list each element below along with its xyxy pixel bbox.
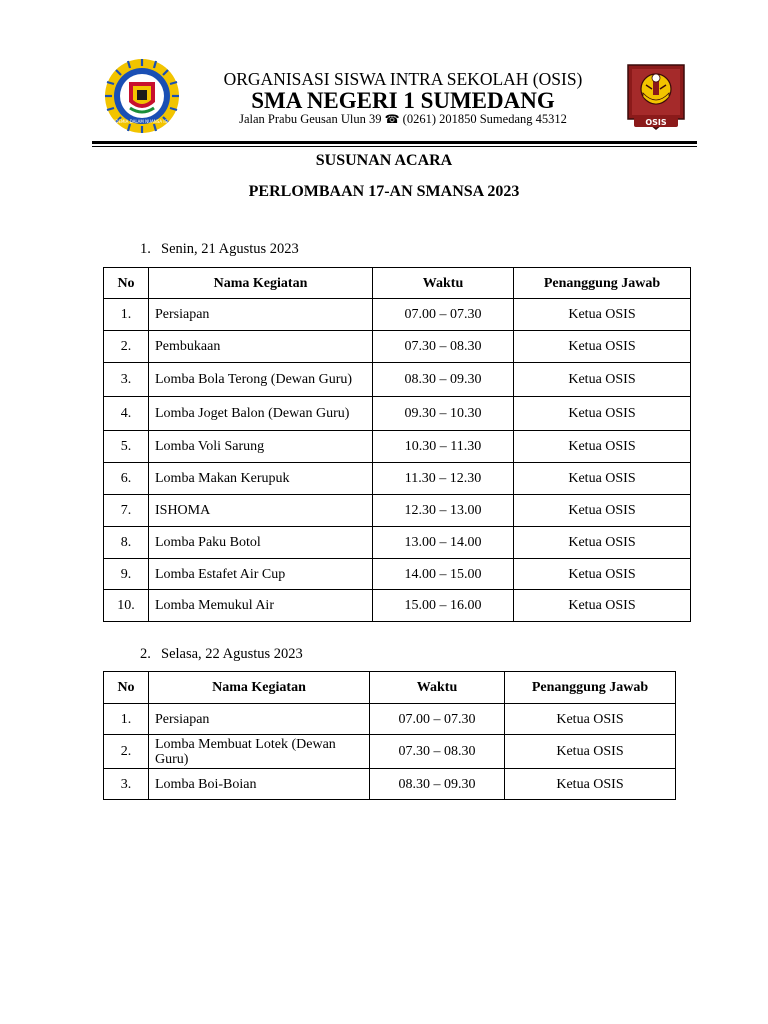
- row-no: 2.: [104, 331, 149, 363]
- table-row: [104, 331, 691, 363]
- row-name: Lomba Joget Balon (Dewan Guru): [149, 397, 373, 431]
- row-time: 07.30 – 08.30: [370, 735, 505, 769]
- day-1-label: Senin, 21 Agustus 2023: [161, 241, 299, 257]
- row-no: 5.: [104, 431, 149, 463]
- row-pic: Ketua OSIS: [514, 590, 691, 622]
- col-pic-header: Penanggung Jawab: [514, 268, 691, 299]
- row-name: Lomba Membuat Lotek (Dewan Guru): [149, 735, 370, 769]
- row-name: Lomba Bola Terong (Dewan Guru): [149, 363, 373, 397]
- osis-emblem-icon: [626, 63, 686, 131]
- row-time: 09.30 – 10.30: [373, 397, 514, 431]
- row-name: Lomba Paku Botol: [149, 527, 373, 559]
- day-1-number: 1.: [140, 241, 151, 257]
- row-time: 15.00 – 16.00: [373, 590, 514, 622]
- schedule-table-day-1: [103, 267, 691, 622]
- col-pic-header: Penanggung Jawab: [505, 672, 676, 704]
- document-title: SUSUNAN ACARA: [315, 152, 453, 169]
- row-name: ISHOMA: [149, 495, 373, 527]
- row-pic: Ketua OSIS: [514, 363, 691, 397]
- row-no: 8.: [104, 527, 149, 559]
- table-row: [104, 590, 691, 622]
- school-emblem-icon: [104, 58, 180, 134]
- header-rule-thick: [92, 141, 697, 144]
- col-name-header: Nama Kegiatan: [149, 268, 373, 299]
- row-no: 10.: [104, 590, 149, 622]
- row-name: Lomba Boi-Boian: [149, 769, 370, 800]
- row-pic: Ketua OSIS: [514, 495, 691, 527]
- row-no: 9.: [104, 559, 149, 590]
- row-time: 12.30 – 13.00: [373, 495, 514, 527]
- day-2-label: Selasa, 22 Agustus 2023: [161, 646, 303, 662]
- table-row: [104, 463, 691, 495]
- row-name: Pembukaan: [149, 331, 373, 363]
- row-time: 10.30 – 11.30: [373, 431, 514, 463]
- day-2-heading: [140, 646, 303, 663]
- row-pic: Ketua OSIS: [505, 735, 676, 769]
- schedule-table-day-2: [103, 671, 676, 800]
- day-2-number: 2.: [140, 646, 151, 662]
- table-row: [104, 527, 691, 559]
- row-no: 3.: [104, 769, 149, 800]
- row-time: 07.30 – 08.30: [373, 331, 514, 363]
- table-row: [104, 431, 691, 463]
- address-rest: (0261) 201850 Sumedang 45312: [402, 112, 567, 126]
- row-time: 14.00 – 15.00: [373, 559, 514, 590]
- row-pic: Ketua OSIS: [514, 397, 691, 431]
- address-street: Jalan Prabu Geusan Ulun 39: [239, 112, 382, 126]
- row-name: Persiapan: [149, 299, 373, 331]
- row-pic: Ketua OSIS: [514, 331, 691, 363]
- left-logo-text: ACADEMIA DALAM NUANSA ISLAMI: [107, 119, 177, 124]
- day-1-heading: [140, 241, 299, 258]
- col-no-header: No: [104, 672, 149, 704]
- school-address: [180, 112, 626, 127]
- row-time: 07.00 – 07.30: [370, 704, 505, 735]
- table-row: [104, 704, 676, 735]
- table-row: [104, 363, 691, 397]
- row-time: 11.30 – 12.30: [373, 463, 514, 495]
- table-header-row: [104, 268, 691, 299]
- row-pic: Ketua OSIS: [514, 559, 691, 590]
- row-no: 7.: [104, 495, 149, 527]
- row-no: 6.: [104, 463, 149, 495]
- row-time: 13.00 – 14.00: [373, 527, 514, 559]
- row-pic: Ketua OSIS: [514, 299, 691, 331]
- document-subtitle: PERLOMBAAN 17-AN SMANSA 2023: [248, 183, 520, 200]
- row-pic: Ketua OSIS: [514, 463, 691, 495]
- table-row: [104, 559, 691, 590]
- row-name: Lomba Estafet Air Cup: [149, 559, 373, 590]
- row-no: 2.: [104, 735, 149, 769]
- right-logo-text: OSIS: [645, 118, 667, 127]
- col-time-header: Waktu: [373, 268, 514, 299]
- row-no: 4.: [104, 397, 149, 431]
- row-time: 07.00 – 07.30: [373, 299, 514, 331]
- row-no: 3.: [104, 363, 149, 397]
- row-pic: Ketua OSIS: [514, 431, 691, 463]
- table-row: [104, 735, 676, 769]
- row-pic: Ketua OSIS: [505, 769, 676, 800]
- col-time-header: Waktu: [370, 672, 505, 704]
- row-time: 08.30 – 09.30: [370, 769, 505, 800]
- organization-name: ORGANISASI SISWA INTRA SEKOLAH (OSIS): [223, 69, 583, 89]
- table-row: [104, 299, 691, 331]
- row-name: Lomba Makan Kerupuk: [149, 463, 373, 495]
- school-name: SMA NEGERI 1 SUMEDANG: [251, 88, 555, 113]
- col-no-header: No: [104, 268, 149, 299]
- table-header-row: [104, 672, 676, 704]
- row-pic: Ketua OSIS: [514, 527, 691, 559]
- row-name: Persiapan: [149, 704, 370, 735]
- row-no: 1.: [104, 704, 149, 735]
- row-name: Lomba Memukul Air: [149, 590, 373, 622]
- table-row: [104, 769, 676, 800]
- row-no: 1.: [104, 299, 149, 331]
- header-rule-thin: [92, 146, 697, 147]
- table-row: [104, 397, 691, 431]
- telephone-icon: ☎: [384, 112, 400, 126]
- row-time: 08.30 – 09.30: [373, 363, 514, 397]
- table-row: [104, 495, 691, 527]
- row-name: Lomba Voli Sarung: [149, 431, 373, 463]
- row-pic: Ketua OSIS: [505, 704, 676, 735]
- col-name-header: Nama Kegiatan: [149, 672, 370, 704]
